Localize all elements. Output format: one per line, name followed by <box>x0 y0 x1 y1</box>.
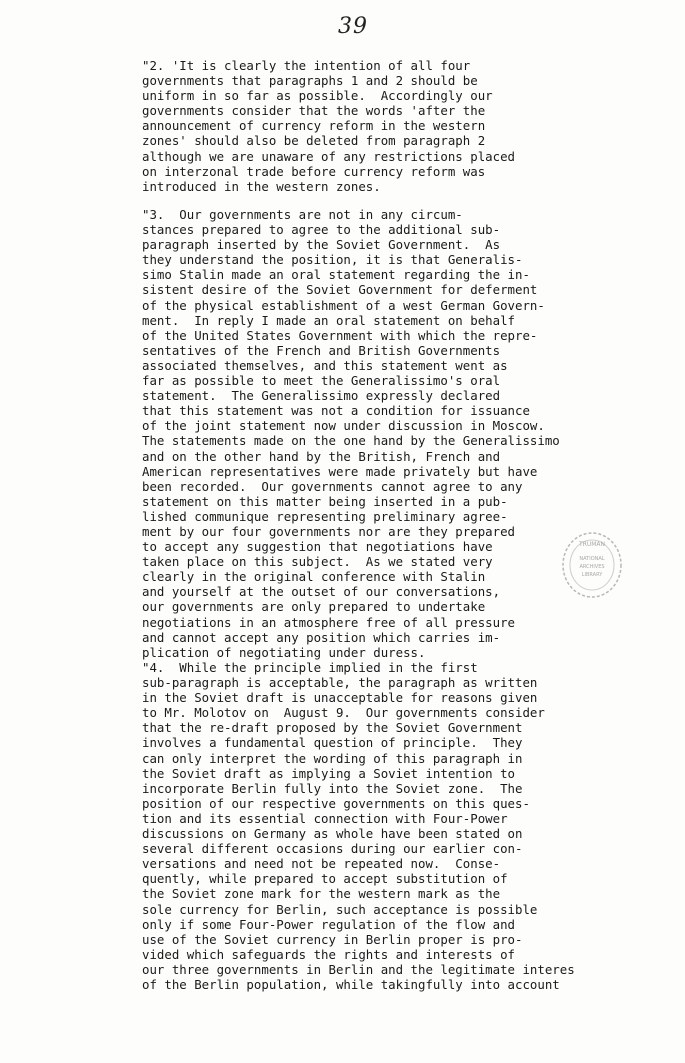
text-line: statement. The Generalissimo expressly declared <box>142 388 501 404</box>
text-line: stances prepared to agree to the additional sub- <box>142 222 501 238</box>
text-line: use of the Soviet currency in Berlin proper is pro- <box>142 931 523 947</box>
text-line: our governments are only prepared to undertake <box>142 599 486 615</box>
text-line: incorporate Berlin fully into the Soviet zone. The <box>142 780 523 796</box>
text-line: negotiations in an atmosphere free of all pressure <box>142 614 515 630</box>
text-line: several different occasions during our earlier con- <box>142 841 523 857</box>
text-line: taken place on this subject. As we stated very <box>142 554 493 570</box>
text-line: introduced in the western zones. <box>142 178 381 194</box>
archive-stamp <box>560 530 624 600</box>
text-line: versations and need not be repeated now. Conse- <box>142 856 501 872</box>
text-line: sole currency for Berlin, such acceptance is possible <box>142 901 538 917</box>
text-line: the Soviet zone mark for the western mark as the <box>142 886 501 902</box>
text-line: been recorded. Our governments cannot agree to any <box>142 478 523 494</box>
svg-text:LIBRARY: LIBRARY <box>581 572 603 578</box>
text-line: position of our respective governments on this ques- <box>142 795 530 811</box>
text-line: and cannot accept any position which carries im- <box>142 629 501 645</box>
text-line: to Mr. Molotov on August 9. Our governments consider <box>142 705 545 721</box>
text-line: "2. 'It is clearly the intention of all four <box>142 58 471 73</box>
text-line: zones' should also be deleted from paragraph 2 <box>142 133 486 149</box>
text-line: "3. Our governments are not in any circum- <box>142 207 463 222</box>
text-line: and on the other hand by the British, French and <box>142 448 501 464</box>
text-line: clearly in the original conference with Stalin <box>142 569 486 585</box>
text-line: the Soviet draft as implying a Soviet intention to <box>142 765 515 781</box>
text-line: announcement of currency reform in the western <box>142 118 486 134</box>
paragraph-2 <box>142 58 602 194</box>
svg-text:ARCHIVES: ARCHIVES <box>579 564 605 570</box>
text-line: of the physical establishment of a west German Govern- <box>142 297 545 313</box>
text-line: far as possible to meet the Generalissimo's oral <box>142 373 501 389</box>
text-line: although we are unaware of any restrictions placed <box>142 148 515 164</box>
text-line: uniform in so far as possible. Accordingly our <box>142 88 493 104</box>
text-line: that this statement was not a condition for issuance <box>142 403 530 419</box>
paragraph-3 <box>142 207 605 660</box>
text-line: American representatives were made privately but have <box>142 463 538 479</box>
text-line: ment. In reply I made an oral statement on behalf <box>142 312 515 328</box>
text-line: paragraph inserted by the Soviet Government. As <box>142 237 501 253</box>
text-line: of the joint statement now under discussion in Moscow. <box>142 418 545 434</box>
text-line: lished communique representing preliminary agree- <box>142 508 508 524</box>
text-line: sistent desire of the Soviet Government for deferment <box>142 282 538 298</box>
text-line: statement on this matter being inserted in a pub- <box>142 493 508 509</box>
text-line: only if some Four-Power regulation of the flow and <box>142 916 515 932</box>
text-line: ment by our four governments nor are they prepared <box>142 523 515 539</box>
text-line: "4. While the principle implied in the first <box>142 660 478 675</box>
svg-text:NATIONAL: NATIONAL <box>579 556 605 562</box>
text-line: to accept any suggestion that negotiations have <box>142 539 493 555</box>
text-line: discussions on Germany as whole have been stated on <box>142 826 523 842</box>
text-line: tion and its essential connection with Four-Power <box>142 810 508 826</box>
text-line: involves a fundamental question of principle. They <box>142 735 523 751</box>
text-line: The statements made on the one hand by the Generalissimo <box>142 433 560 449</box>
text-line: that the re-draft proposed by the Soviet Government <box>142 720 523 736</box>
text-line: plication of negotiating under duress. <box>142 644 426 660</box>
text-line: governments that paragraphs 1 and 2 should be <box>142 73 478 89</box>
text-line: they understand the position, it is that Generalis- <box>142 252 523 268</box>
text-line: simo Stalin made an oral statement regarding the in- <box>142 267 530 283</box>
paragraph-4 <box>142 660 602 992</box>
text-line: vided which safeguards the rights and interests of <box>142 946 515 962</box>
text-line: in the Soviet draft is unacceptable for reasons given <box>142 690 538 706</box>
text-line: associated themselves, and this statement went as <box>142 357 508 373</box>
text-line: our three governments in Berlin and the legitimate interes <box>142 961 575 977</box>
text-line: can only interpret the wording of this paragraph in <box>142 750 523 766</box>
text-line: of the Berlin population, while takingfully into account <box>142 976 560 992</box>
text-line: sub-paragraph is acceptable, the paragraph as written <box>142 675 538 691</box>
text-line: and yourself at the outset of our conversations, <box>142 584 501 600</box>
text-line: of the United States Government with which the repre- <box>142 327 538 343</box>
text-line: sentatives of the French and British Governments <box>142 342 501 358</box>
text-line: on interzonal trade before currency reform was <box>142 163 486 179</box>
text-line: governments consider that the words 'after the <box>142 103 486 119</box>
text-line: quently, while prepared to accept substitution of <box>142 871 508 887</box>
page-number: 39 <box>338 14 368 39</box>
svg-text:TRUMAN: TRUMAN <box>579 541 605 548</box>
